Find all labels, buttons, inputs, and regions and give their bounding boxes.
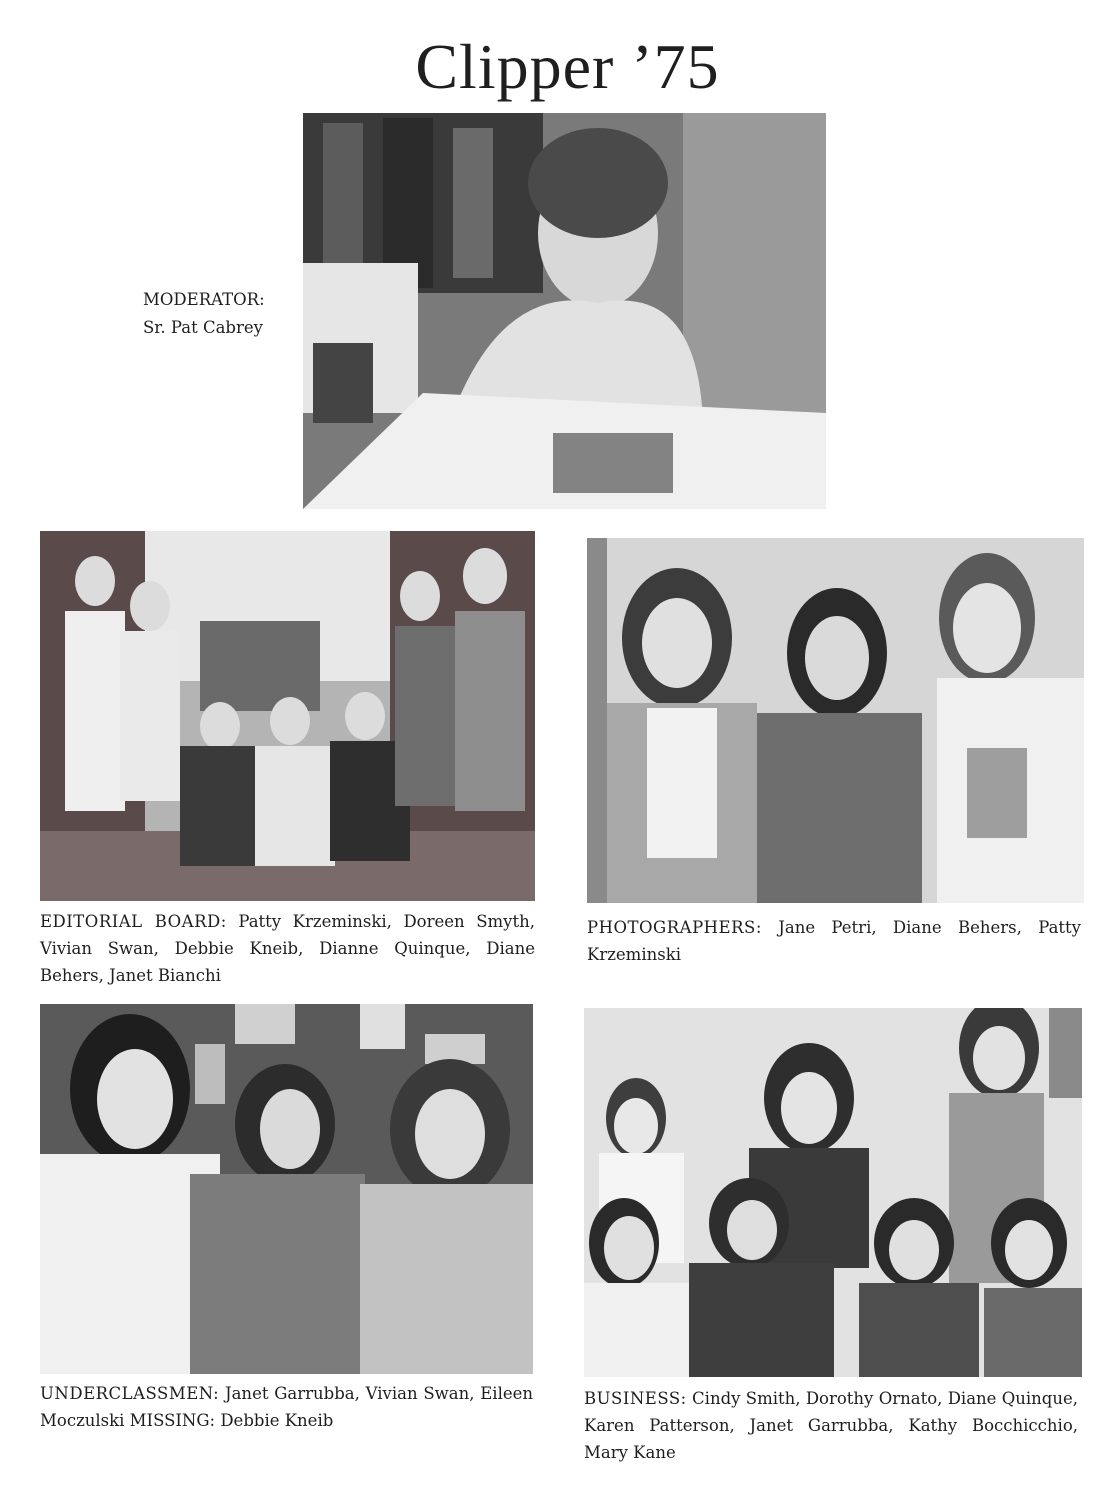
underclassmen-photo [40, 1004, 533, 1374]
editorial-board-heading: EDITORIAL BOARD: [40, 912, 227, 931]
moderator-photo [303, 113, 826, 509]
business-caption [584, 1385, 1078, 1466]
underclassmen-names: Janet Garrubba, Vivian Swan, Eileen Moczulski MISSING: Debbie Kneib [40, 1384, 534, 1430]
photographers-caption [587, 914, 1081, 968]
photographers-names: Jane Petri, Diane Behers, Patty Krzeminski [587, 918, 1081, 964]
editorial-board-caption [40, 908, 535, 989]
photographers-heading: PHOTOGRAPHERS: [587, 918, 762, 937]
underclassmen-caption [40, 1380, 533, 1434]
business-heading: BUSINESS: [584, 1389, 687, 1408]
moderator-label: MODERATOR: [143, 290, 265, 309]
page-title: Clipper ’75 [415, 31, 720, 102]
underclassmen-heading: UNDERCLASSMEN: [40, 1384, 220, 1403]
business-names: Cindy Smith, Dorothy Ornato, Diane Quinque, Karen Patterson, Janet Garrubba, Kathy Bocchicchio, Mary Kane [584, 1389, 1079, 1462]
editorial-board-names: Patty Krzeminski, Doreen Smyth, Vivian Swan, Debbie Kneib, Dianne Quinque, Diane Behers, Janet Bianchi [40, 912, 535, 985]
moderator-name: Sr. Pat Cabrey [143, 318, 263, 337]
moderator-credit [143, 286, 265, 342]
editorial-board-photo [40, 531, 535, 901]
business-photo [584, 1008, 1082, 1377]
photographers-photo [587, 538, 1084, 903]
